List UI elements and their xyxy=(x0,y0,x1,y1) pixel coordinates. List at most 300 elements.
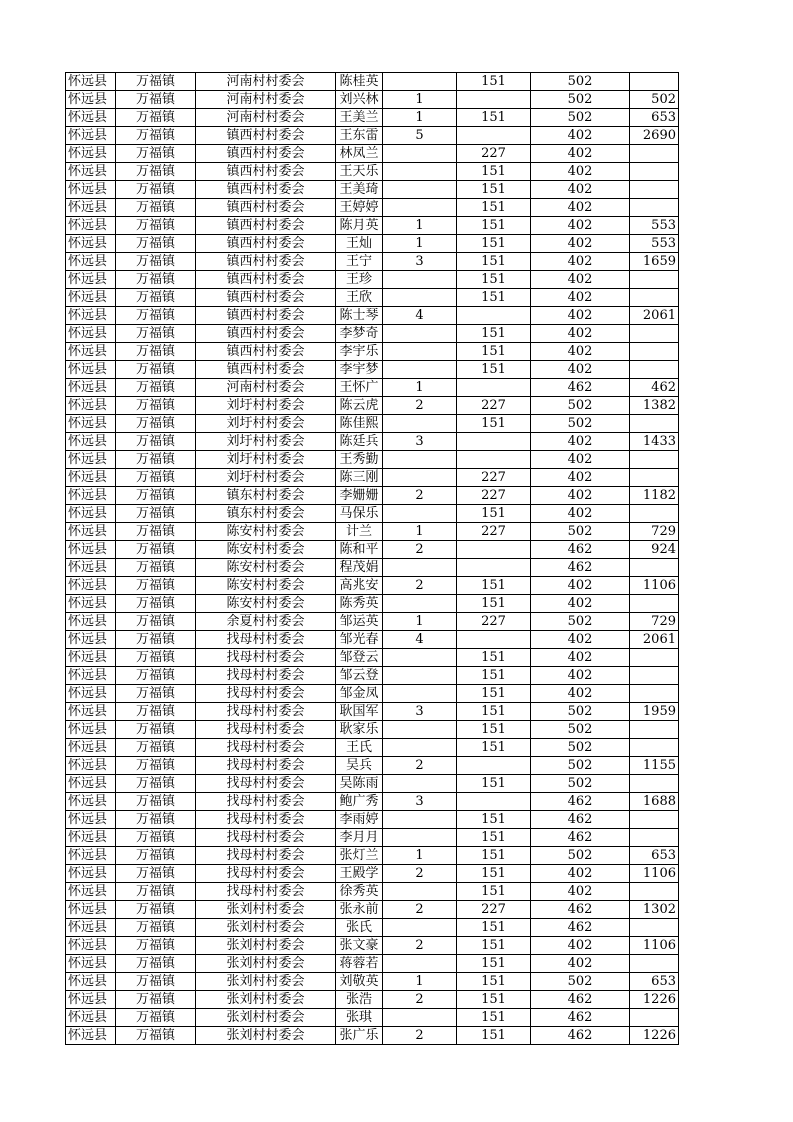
village-committee-cell: 找母村村委会 xyxy=(196,811,336,829)
county-cell: 怀远县 xyxy=(66,505,116,523)
county-cell: 怀远县 xyxy=(66,883,116,901)
amount-b-cell: 402 xyxy=(531,595,630,613)
amount-b-cell: 402 xyxy=(531,955,630,973)
table-row xyxy=(66,379,679,397)
count-cell: 1 xyxy=(383,973,457,991)
name-cell: 刘兴林 xyxy=(336,91,383,109)
amount-b-cell: 402 xyxy=(531,163,630,181)
town-cell: 万福镇 xyxy=(116,721,196,739)
total-cell: 2061 xyxy=(630,307,679,325)
count-cell: 2 xyxy=(383,865,457,883)
amount-a-cell xyxy=(457,433,531,451)
village-committee-cell: 找母村村委会 xyxy=(196,793,336,811)
count-cell xyxy=(383,739,457,757)
name-cell: 张浩 xyxy=(336,991,383,1009)
county-cell: 怀远县 xyxy=(66,343,116,361)
total-cell xyxy=(630,325,679,343)
table-row xyxy=(66,631,679,649)
table-row xyxy=(66,613,679,631)
amount-b-cell: 462 xyxy=(531,1009,630,1027)
table-row xyxy=(66,415,679,433)
amount-b-cell: 402 xyxy=(531,505,630,523)
amount-a-cell: 151 xyxy=(457,685,531,703)
count-cell: 1 xyxy=(383,217,457,235)
village-committee-cell: 刘圩村村委会 xyxy=(196,397,336,415)
count-cell: 2 xyxy=(383,901,457,919)
amount-b-cell: 462 xyxy=(531,1027,630,1045)
amount-b-cell: 502 xyxy=(531,397,630,415)
amount-b-cell: 502 xyxy=(531,73,630,91)
name-cell: 王欣 xyxy=(336,289,383,307)
name-cell: 王天乐 xyxy=(336,163,383,181)
total-cell: 1226 xyxy=(630,991,679,1009)
count-cell: 2 xyxy=(383,991,457,1009)
total-cell xyxy=(630,505,679,523)
county-cell: 怀远县 xyxy=(66,397,116,415)
county-cell: 怀远县 xyxy=(66,379,116,397)
table-row xyxy=(66,721,679,739)
amount-a-cell: 151 xyxy=(457,595,531,613)
name-cell: 王怀广 xyxy=(336,379,383,397)
county-cell: 怀远县 xyxy=(66,613,116,631)
amount-a-cell: 151 xyxy=(457,703,531,721)
village-committee-cell: 陈安村村委会 xyxy=(196,559,336,577)
amount-a-cell: 151 xyxy=(457,505,531,523)
amount-b-cell: 402 xyxy=(531,667,630,685)
table-row xyxy=(66,163,679,181)
total-cell: 1959 xyxy=(630,703,679,721)
table-row xyxy=(66,253,679,271)
amount-a-cell xyxy=(457,127,531,145)
count-cell: 2 xyxy=(383,397,457,415)
total-cell xyxy=(630,685,679,703)
county-cell: 怀远县 xyxy=(66,559,116,577)
amount-a-cell xyxy=(457,559,531,577)
amount-b-cell: 402 xyxy=(531,199,630,217)
total-cell: 2061 xyxy=(630,631,679,649)
count-cell xyxy=(383,343,457,361)
name-cell: 张琪 xyxy=(336,1009,383,1027)
name-cell: 李宇乐 xyxy=(336,343,383,361)
amount-b-cell: 502 xyxy=(531,415,630,433)
count-cell xyxy=(383,325,457,343)
village-committee-cell: 镇西村村委会 xyxy=(196,199,336,217)
amount-b-cell: 462 xyxy=(531,541,630,559)
county-cell: 怀远县 xyxy=(66,937,116,955)
total-cell xyxy=(630,955,679,973)
amount-b-cell: 502 xyxy=(531,109,630,127)
count-cell: 1 xyxy=(383,847,457,865)
table-row xyxy=(66,145,679,163)
count-cell xyxy=(383,505,457,523)
town-cell: 万福镇 xyxy=(116,415,196,433)
village-committee-cell: 镇西村村委会 xyxy=(196,163,336,181)
name-cell: 张灯兰 xyxy=(336,847,383,865)
town-cell: 万福镇 xyxy=(116,505,196,523)
village-committee-cell: 找母村村委会 xyxy=(196,721,336,739)
table-row xyxy=(66,487,679,505)
village-committee-cell: 陈安村村委会 xyxy=(196,523,336,541)
amount-b-cell: 402 xyxy=(531,469,630,487)
count-cell xyxy=(383,271,457,289)
count-cell xyxy=(383,775,457,793)
total-cell xyxy=(630,649,679,667)
county-cell: 怀远县 xyxy=(66,919,116,937)
amount-b-cell: 402 xyxy=(531,937,630,955)
town-cell: 万福镇 xyxy=(116,145,196,163)
county-cell: 怀远县 xyxy=(66,289,116,307)
name-cell: 陈佳熙 xyxy=(336,415,383,433)
county-cell: 怀远县 xyxy=(66,469,116,487)
table-row xyxy=(66,217,679,235)
amount-b-cell: 402 xyxy=(531,271,630,289)
count-cell xyxy=(383,199,457,217)
village-committee-cell: 找母村村委会 xyxy=(196,775,336,793)
town-cell: 万福镇 xyxy=(116,631,196,649)
table-row xyxy=(66,235,679,253)
amount-b-cell: 502 xyxy=(531,91,630,109)
total-cell xyxy=(630,271,679,289)
amount-a-cell: 151 xyxy=(457,217,531,235)
amount-a-cell: 151 xyxy=(457,199,531,217)
count-cell: 1 xyxy=(383,109,457,127)
county-cell: 怀远县 xyxy=(66,811,116,829)
count-cell xyxy=(383,667,457,685)
amount-a-cell: 151 xyxy=(457,271,531,289)
county-cell: 怀远县 xyxy=(66,703,116,721)
table-row xyxy=(66,937,679,955)
total-cell xyxy=(630,883,679,901)
amount-a-cell: 151 xyxy=(457,865,531,883)
village-committee-cell: 镇西村村委会 xyxy=(196,145,336,163)
amount-a-cell: 151 xyxy=(457,991,531,1009)
village-committee-cell: 镇西村村委会 xyxy=(196,307,336,325)
town-cell: 万福镇 xyxy=(116,361,196,379)
table-row xyxy=(66,739,679,757)
town-cell: 万福镇 xyxy=(116,469,196,487)
county-cell: 怀远县 xyxy=(66,307,116,325)
village-committee-cell: 找母村村委会 xyxy=(196,865,336,883)
amount-b-cell: 502 xyxy=(531,757,630,775)
name-cell: 张永前 xyxy=(336,901,383,919)
town-cell: 万福镇 xyxy=(116,433,196,451)
amount-b-cell: 402 xyxy=(531,685,630,703)
amount-a-cell: 151 xyxy=(457,937,531,955)
table-row xyxy=(66,469,679,487)
village-committee-cell: 刘圩村村委会 xyxy=(196,433,336,451)
town-cell: 万福镇 xyxy=(116,1027,196,1045)
amount-a-cell: 151 xyxy=(457,919,531,937)
village-committee-cell: 找母村村委会 xyxy=(196,685,336,703)
name-cell: 程茂娟 xyxy=(336,559,383,577)
total-cell xyxy=(630,163,679,181)
table-row xyxy=(66,307,679,325)
amount-a-cell: 151 xyxy=(457,739,531,757)
amount-a-cell: 151 xyxy=(457,829,531,847)
county-cell: 怀远县 xyxy=(66,829,116,847)
amount-b-cell: 402 xyxy=(531,217,630,235)
village-committee-cell: 张刘村村委会 xyxy=(196,973,336,991)
county-cell: 怀远县 xyxy=(66,253,116,271)
amount-b-cell: 402 xyxy=(531,883,630,901)
total-cell: 1106 xyxy=(630,937,679,955)
amount-a-cell xyxy=(457,631,531,649)
table-row xyxy=(66,541,679,559)
village-committee-cell: 张刘村村委会 xyxy=(196,901,336,919)
table-body xyxy=(66,73,679,1045)
count-cell: 2 xyxy=(383,541,457,559)
total-cell xyxy=(630,73,679,91)
name-cell: 徐秀英 xyxy=(336,883,383,901)
county-cell: 怀远县 xyxy=(66,577,116,595)
town-cell: 万福镇 xyxy=(116,199,196,217)
name-cell: 王珍 xyxy=(336,271,383,289)
count-cell xyxy=(383,415,457,433)
village-committee-cell: 镇西村村委会 xyxy=(196,289,336,307)
name-cell: 李雨婷 xyxy=(336,811,383,829)
county-cell: 怀远县 xyxy=(66,847,116,865)
total-cell xyxy=(630,775,679,793)
count-cell xyxy=(383,955,457,973)
county-cell: 怀远县 xyxy=(66,865,116,883)
amount-b-cell: 462 xyxy=(531,901,630,919)
county-cell: 怀远县 xyxy=(66,757,116,775)
table-row xyxy=(66,433,679,451)
name-cell: 陈云虎 xyxy=(336,397,383,415)
village-committee-cell: 镇东村村委会 xyxy=(196,487,336,505)
village-committee-cell: 河南村村委会 xyxy=(196,73,336,91)
total-cell: 1106 xyxy=(630,865,679,883)
amount-b-cell: 402 xyxy=(531,145,630,163)
amount-a-cell: 227 xyxy=(457,523,531,541)
amount-b-cell: 462 xyxy=(531,919,630,937)
name-cell: 王秀勤 xyxy=(336,451,383,469)
amount-a-cell: 227 xyxy=(457,613,531,631)
count-cell xyxy=(383,361,457,379)
count-cell: 3 xyxy=(383,793,457,811)
name-cell: 陈桂英 xyxy=(336,73,383,91)
name-cell: 陈和平 xyxy=(336,541,383,559)
total-cell: 502 xyxy=(630,91,679,109)
name-cell: 陈秀英 xyxy=(336,595,383,613)
village-committee-cell: 找母村村委会 xyxy=(196,757,336,775)
village-committee-cell: 找母村村委会 xyxy=(196,829,336,847)
name-cell: 王东雷 xyxy=(336,127,383,145)
amount-a-cell xyxy=(457,379,531,397)
name-cell: 王婷婷 xyxy=(336,199,383,217)
name-cell: 陈三刚 xyxy=(336,469,383,487)
village-committee-cell: 河南村村委会 xyxy=(196,379,336,397)
total-cell xyxy=(630,361,679,379)
village-committee-cell: 镇西村村委会 xyxy=(196,235,336,253)
village-committee-cell: 镇西村村委会 xyxy=(196,181,336,199)
table-row xyxy=(66,793,679,811)
table-row xyxy=(66,1009,679,1027)
count-cell xyxy=(383,163,457,181)
county-cell: 怀远县 xyxy=(66,721,116,739)
county-cell: 怀远县 xyxy=(66,235,116,253)
name-cell: 耿国军 xyxy=(336,703,383,721)
amount-b-cell: 402 xyxy=(531,307,630,325)
count-cell: 2 xyxy=(383,757,457,775)
village-committee-cell: 找母村村委会 xyxy=(196,847,336,865)
total-cell: 2690 xyxy=(630,127,679,145)
village-committee-cell: 镇西村村委会 xyxy=(196,361,336,379)
amount-b-cell: 402 xyxy=(531,361,630,379)
amount-b-cell: 402 xyxy=(531,127,630,145)
county-cell: 怀远县 xyxy=(66,667,116,685)
amount-a-cell: 151 xyxy=(457,253,531,271)
table-row xyxy=(66,919,679,937)
county-cell: 怀远县 xyxy=(66,451,116,469)
county-cell: 怀远县 xyxy=(66,631,116,649)
amount-a-cell xyxy=(457,541,531,559)
county-cell: 怀远县 xyxy=(66,127,116,145)
count-cell xyxy=(383,649,457,667)
amount-b-cell: 402 xyxy=(531,487,630,505)
amount-b-cell: 502 xyxy=(531,721,630,739)
amount-a-cell: 151 xyxy=(457,1027,531,1045)
village-committee-cell: 镇东村村委会 xyxy=(196,505,336,523)
amount-b-cell: 502 xyxy=(531,847,630,865)
town-cell: 万福镇 xyxy=(116,559,196,577)
amount-a-cell: 151 xyxy=(457,181,531,199)
count-cell: 4 xyxy=(383,307,457,325)
town-cell: 万福镇 xyxy=(116,127,196,145)
amount-a-cell: 151 xyxy=(457,973,531,991)
total-cell xyxy=(630,919,679,937)
name-cell: 计兰 xyxy=(336,523,383,541)
total-cell xyxy=(630,289,679,307)
count-cell xyxy=(383,469,457,487)
table-row xyxy=(66,559,679,577)
village-committee-cell: 找母村村委会 xyxy=(196,631,336,649)
amount-a-cell: 151 xyxy=(457,883,531,901)
amount-a-cell: 151 xyxy=(457,775,531,793)
county-cell: 怀远县 xyxy=(66,181,116,199)
count-cell: 1 xyxy=(383,91,457,109)
village-committee-cell: 陈安村村委会 xyxy=(196,577,336,595)
name-cell: 林凤兰 xyxy=(336,145,383,163)
name-cell: 张氏 xyxy=(336,919,383,937)
town-cell: 万福镇 xyxy=(116,379,196,397)
village-committee-cell: 张刘村村委会 xyxy=(196,919,336,937)
table-row xyxy=(66,811,679,829)
village-committee-cell: 张刘村村委会 xyxy=(196,1027,336,1045)
village-committee-cell: 找母村村委会 xyxy=(196,883,336,901)
total-cell: 924 xyxy=(630,541,679,559)
village-committee-cell: 张刘村村委会 xyxy=(196,937,336,955)
county-cell: 怀远县 xyxy=(66,145,116,163)
county-cell: 怀远县 xyxy=(66,217,116,235)
village-committee-cell: 刘圩村村委会 xyxy=(196,415,336,433)
town-cell: 万福镇 xyxy=(116,775,196,793)
amount-a-cell: 151 xyxy=(457,325,531,343)
name-cell: 马保乐 xyxy=(336,505,383,523)
table-row xyxy=(66,289,679,307)
county-cell: 怀远县 xyxy=(66,595,116,613)
town-cell: 万福镇 xyxy=(116,307,196,325)
town-cell: 万福镇 xyxy=(116,73,196,91)
amount-a-cell: 227 xyxy=(457,469,531,487)
village-committee-cell: 陈安村村委会 xyxy=(196,595,336,613)
total-cell: 1106 xyxy=(630,577,679,595)
total-cell: 1382 xyxy=(630,397,679,415)
amount-a-cell xyxy=(457,91,531,109)
table-row xyxy=(66,127,679,145)
table-row xyxy=(66,91,679,109)
total-cell xyxy=(630,739,679,757)
amount-b-cell: 502 xyxy=(531,613,630,631)
count-cell xyxy=(383,1009,457,1027)
table-row xyxy=(66,775,679,793)
total-cell: 1302 xyxy=(630,901,679,919)
count-cell: 2 xyxy=(383,937,457,955)
town-cell: 万福镇 xyxy=(116,289,196,307)
amount-a-cell: 151 xyxy=(457,811,531,829)
total-cell xyxy=(630,181,679,199)
town-cell: 万福镇 xyxy=(116,883,196,901)
amount-b-cell: 462 xyxy=(531,379,630,397)
table-row xyxy=(66,451,679,469)
total-cell: 729 xyxy=(630,523,679,541)
name-cell: 李姗姗 xyxy=(336,487,383,505)
amount-b-cell: 402 xyxy=(531,253,630,271)
name-cell: 王宁 xyxy=(336,253,383,271)
total-cell: 729 xyxy=(630,613,679,631)
amount-b-cell: 402 xyxy=(531,649,630,667)
town-cell: 万福镇 xyxy=(116,91,196,109)
table-row xyxy=(66,109,679,127)
amount-a-cell xyxy=(457,451,531,469)
table-row xyxy=(66,955,679,973)
name-cell: 陈士琴 xyxy=(336,307,383,325)
name-cell: 陈月英 xyxy=(336,217,383,235)
count-cell: 2 xyxy=(383,487,457,505)
town-cell: 万福镇 xyxy=(116,811,196,829)
town-cell: 万福镇 xyxy=(116,955,196,973)
amount-a-cell: 151 xyxy=(457,235,531,253)
amount-a-cell: 227 xyxy=(457,397,531,415)
name-cell: 李月月 xyxy=(336,829,383,847)
town-cell: 万福镇 xyxy=(116,667,196,685)
amount-b-cell: 402 xyxy=(531,865,630,883)
count-cell: 1 xyxy=(383,379,457,397)
table-row xyxy=(66,901,679,919)
table-row xyxy=(66,73,679,91)
table-row xyxy=(66,325,679,343)
county-cell: 怀远县 xyxy=(66,973,116,991)
county-cell: 怀远县 xyxy=(66,1027,116,1045)
count-cell: 3 xyxy=(383,433,457,451)
count-cell xyxy=(383,811,457,829)
name-cell: 张文豪 xyxy=(336,937,383,955)
amount-b-cell: 462 xyxy=(531,829,630,847)
town-cell: 万福镇 xyxy=(116,739,196,757)
amount-a-cell: 227 xyxy=(457,145,531,163)
total-cell: 1155 xyxy=(630,757,679,775)
town-cell: 万福镇 xyxy=(116,109,196,127)
village-committee-cell: 张刘村村委会 xyxy=(196,991,336,1009)
name-cell: 王美琦 xyxy=(336,181,383,199)
town-cell: 万福镇 xyxy=(116,253,196,271)
village-committee-cell: 镇西村村委会 xyxy=(196,127,336,145)
total-cell: 1182 xyxy=(630,487,679,505)
amount-a-cell: 151 xyxy=(457,361,531,379)
name-cell: 王氏 xyxy=(336,739,383,757)
table-row xyxy=(66,505,679,523)
total-cell: 553 xyxy=(630,217,679,235)
